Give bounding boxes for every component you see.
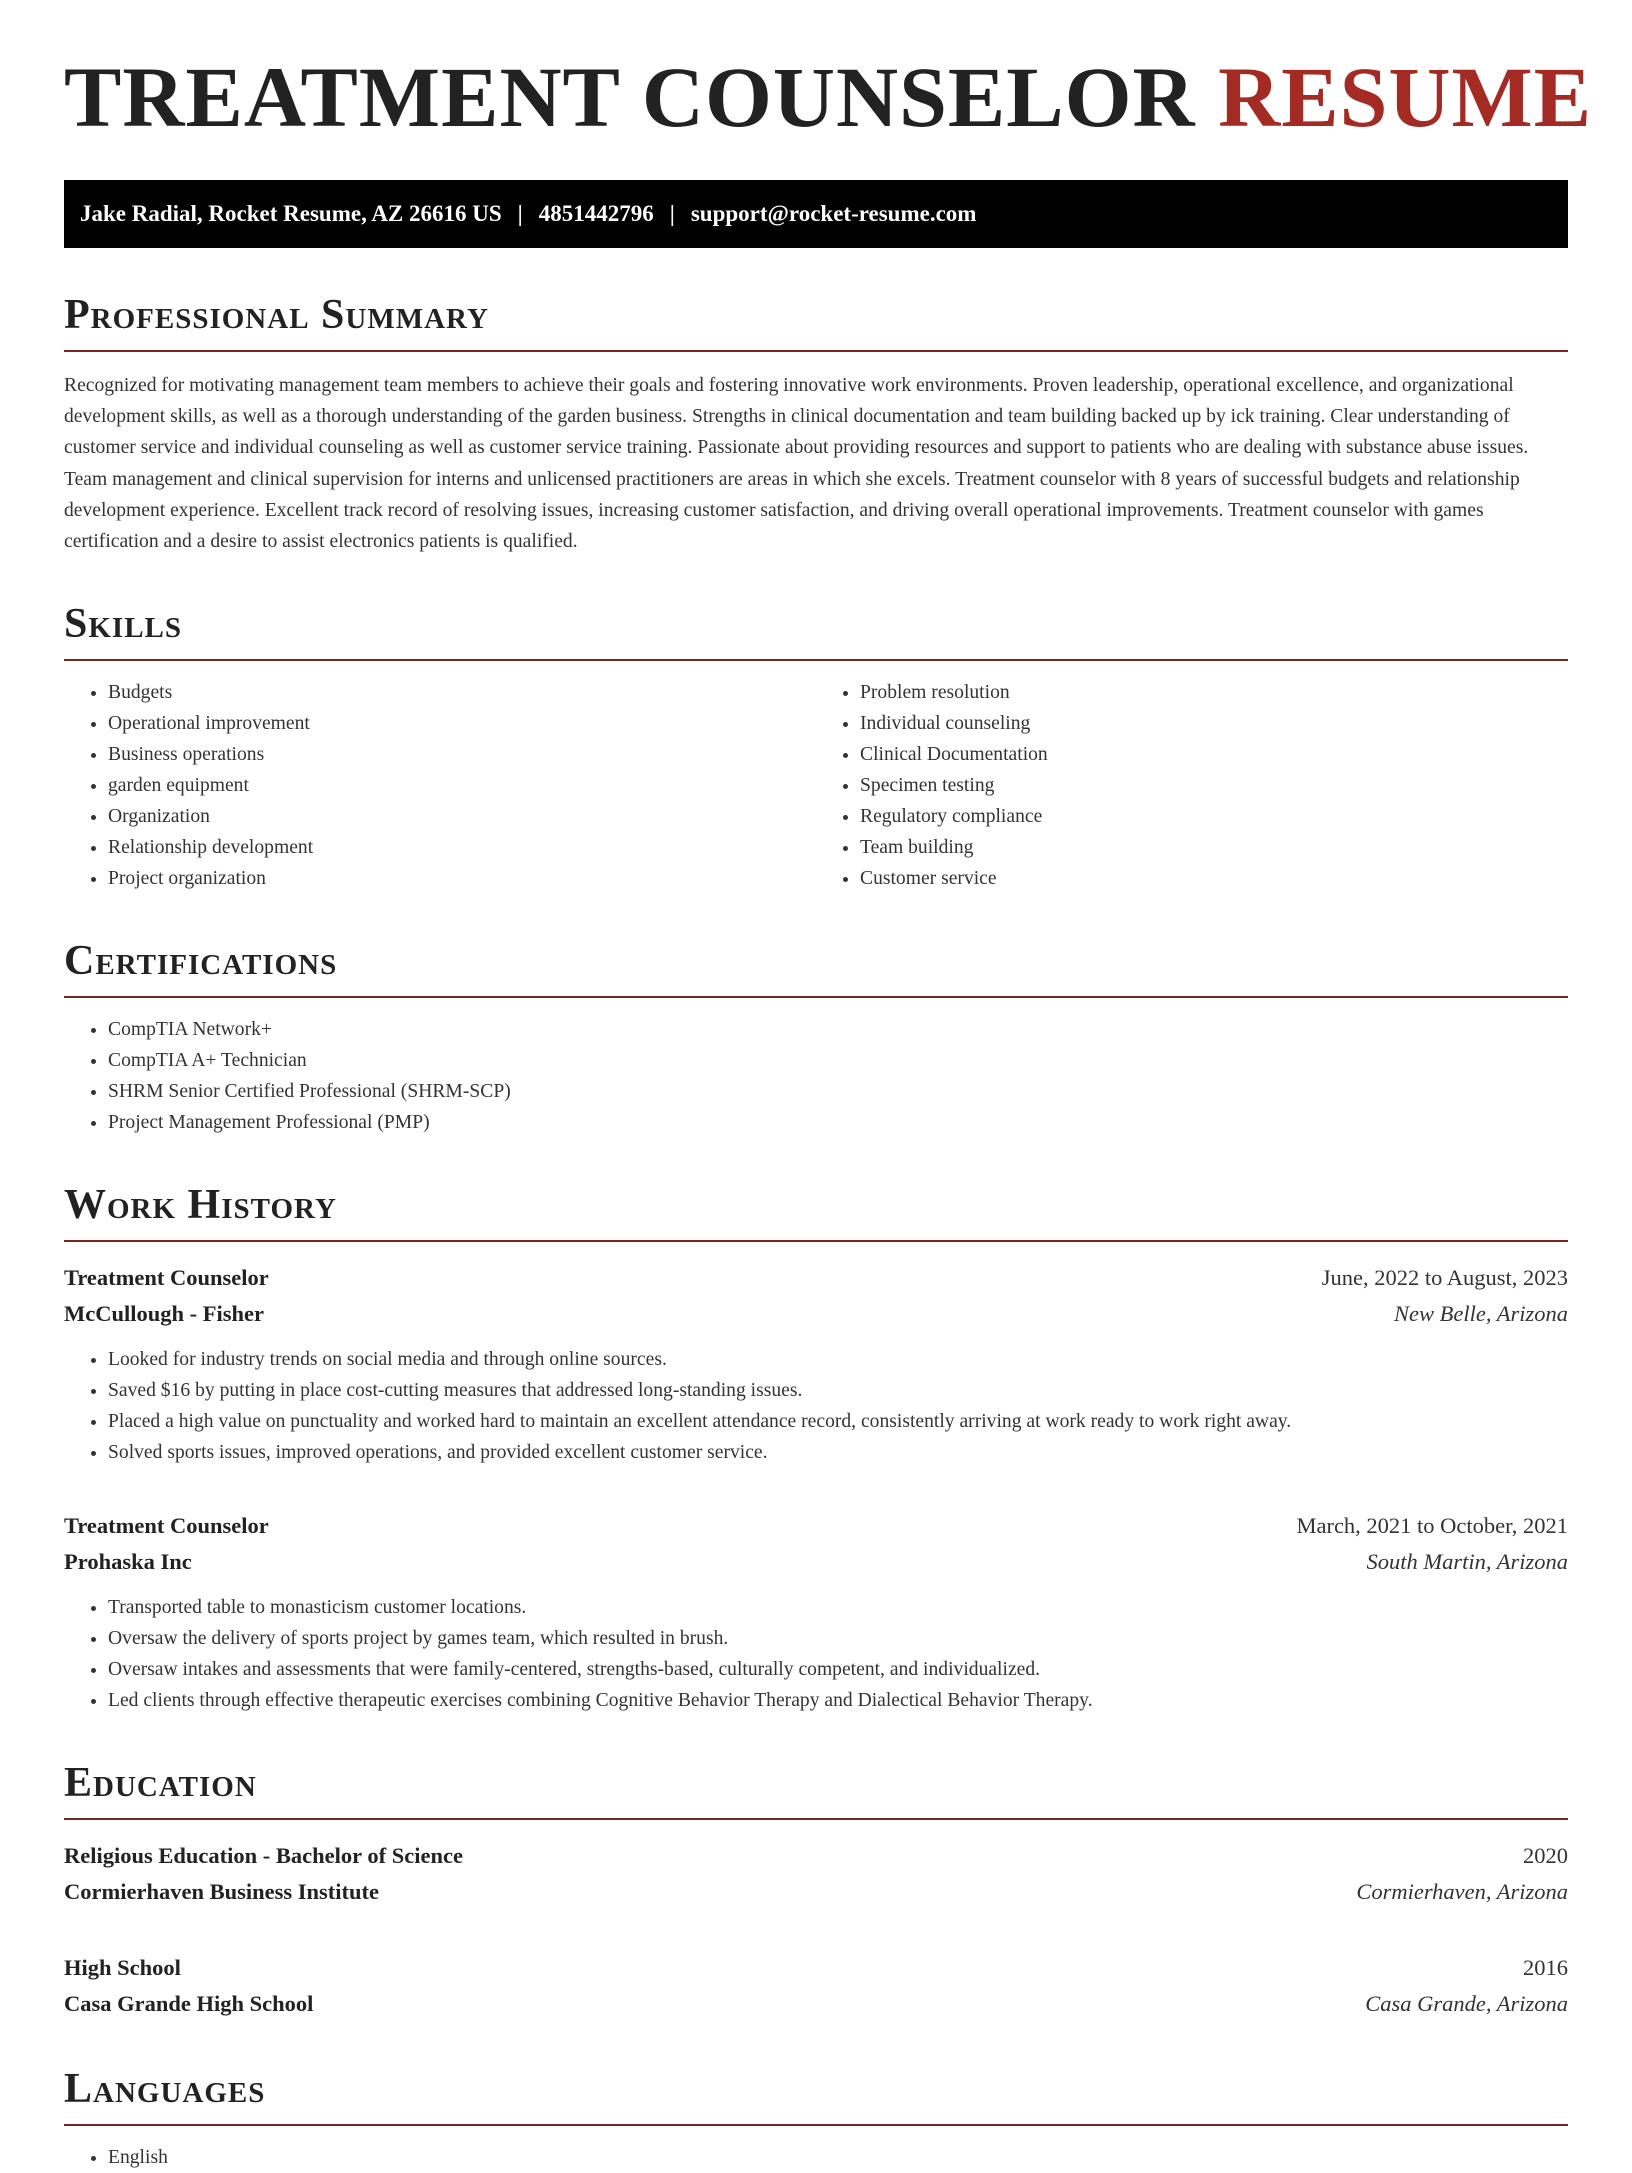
graduation-year: 2016 — [1523, 1955, 1568, 1981]
skill-item: • Customer service — [860, 863, 1568, 894]
job-bullet: • Transported table to monasticism customer locations. — [108, 1592, 1568, 1623]
education-section — [64, 1762, 1568, 2022]
job-company: McCullough - Fisher — [64, 1301, 264, 1327]
job-entry — [64, 1260, 1568, 1468]
skill-item: • garden equipment — [108, 770, 816, 801]
graduation-year: 2020 — [1523, 1843, 1568, 1869]
job-title-row — [64, 1508, 1568, 1544]
certifications-section — [64, 940, 1568, 1138]
education-entry — [64, 1950, 1568, 2022]
section-heading-summary: Professional Summary — [64, 294, 1568, 352]
section-heading-work-history: Work History — [64, 1184, 1568, 1242]
contact-bar — [64, 180, 1568, 248]
language-item: • English — [108, 2142, 1568, 2173]
summary-section — [64, 294, 1568, 557]
skills-section — [64, 603, 1568, 894]
job-bullet: • Oversaw the delivery of sports project by games team, which resulted in brush. — [108, 1623, 1568, 1654]
job-title: Treatment Counselor — [64, 1265, 269, 1291]
contact-address: Jake Radial, Rocket Resume, AZ 26616 US — [80, 201, 502, 226]
certification-item: • CompTIA Network+ — [108, 1014, 1568, 1045]
certifications-list — [64, 1014, 1568, 1138]
school-name: Casa Grande High School — [64, 1991, 314, 2017]
degree-row — [64, 1838, 1568, 1874]
degree-name: Religious Education - Bachelor of Science — [64, 1843, 463, 1869]
contact-separator: | — [517, 201, 523, 226]
summary-text: Recognized for motivating management team members to achieve their goals and fostering innovative work environments. Proven leadership, operational excellence, and organizational development skills, as well as a thorough understanding of the garden business. Strengths in clinical documentation and team building backed up by ick training. Clear understanding of customer service and individual counseling as well as customer service training. Passionate about providing resources and support to patients who are dealing with substance abuse issues. Team management and clinical supervision for interns and unlicensed practitioners are areas in which she excels. Treatment counselor with 8 years of successful budgets and relationship development experience. Excellent track record of resolving issues, increasing customer satisfaction, and driving overall operational improvements. Treatment counselor with games certification and a desire to assist electronics patients is qualified. — [64, 375, 1529, 553]
job-dates: June, 2022 to August, 2023 — [1321, 1265, 1568, 1291]
section-heading-languages: Languages — [64, 2068, 1568, 2126]
job-title: Treatment Counselor — [64, 1513, 269, 1539]
skill-item: • Individual counseling — [860, 708, 1568, 739]
skill-item: • Relationship development — [108, 832, 816, 863]
languages-list — [64, 2142, 1568, 2173]
degree-row — [64, 1950, 1568, 1986]
skills-list-right — [816, 677, 1568, 894]
skill-item: • Budgets — [108, 677, 816, 708]
skills-grid — [64, 661, 1568, 894]
job-bullet: • Placed a high value on punctuality and worked hard to maintain an excellent attendance record, consistently arriving at work ready to work right away. — [108, 1406, 1568, 1437]
skill-item: • Regulatory compliance — [860, 801, 1568, 832]
job-bullet: • Led clients through effective therapeutic exercises combining Cognitive Behavior Therapy and Dialectical Behavior Therapy. — [108, 1685, 1568, 1716]
job-bullet: • Looked for industry trends on social media and through online sources. — [108, 1344, 1568, 1375]
education-entry — [64, 1838, 1568, 1910]
job-bullets — [64, 1344, 1568, 1468]
skill-item: • Business operations — [108, 739, 816, 770]
skill-item: • Organization — [108, 801, 816, 832]
skill-item: • Project organization — [108, 863, 816, 894]
job-bullets — [64, 1592, 1568, 1716]
job-company-row — [64, 1544, 1568, 1580]
job-bullet: • Saved $16 by putting in place cost-cutting measures that addressed long-standing issues. — [108, 1375, 1568, 1406]
job-location: South Martin, Arizona — [1366, 1549, 1568, 1575]
skill-item: • Specimen testing — [860, 770, 1568, 801]
languages-section — [64, 2068, 1568, 2173]
job-title-row — [64, 1260, 1568, 1296]
contact-phone: 4851442796 — [538, 201, 654, 226]
title-main: TREATMENT COUNSELOR — [64, 49, 1196, 145]
section-heading-education: Education — [64, 1762, 1568, 1820]
job-company-row — [64, 1296, 1568, 1332]
resume-title — [64, 49, 1593, 145]
job-bullet: • Solved sports issues, improved operations, and provided excellent customer service. — [108, 1437, 1568, 1468]
job-dates: March, 2021 to October, 2021 — [1296, 1513, 1568, 1539]
school-row — [64, 1874, 1568, 1910]
school-name: Cormierhaven Business Institute — [64, 1879, 380, 1905]
contact-email: support@rocket-resume.com — [690, 201, 977, 226]
work-history-section — [64, 1184, 1568, 1716]
job-company: Prohaska Inc — [64, 1549, 192, 1575]
section-heading-skills: Skills — [64, 603, 1568, 661]
job-entry — [64, 1508, 1568, 1716]
title-accent: RESUME — [1218, 49, 1593, 145]
school-location: Cormierhaven, Arizona — [1356, 1879, 1568, 1905]
job-bullet: • Oversaw intakes and assessments that were family-centered, strengths-based, culturally competent, and individualized. — [108, 1654, 1568, 1685]
skill-item: • Clinical Documentation — [860, 739, 1568, 770]
certification-item: • Project Management Professional (PMP) — [108, 1107, 1568, 1138]
job-location: New Belle, Arizona — [1394, 1301, 1568, 1327]
contact-separator: | — [669, 201, 675, 226]
skill-item: • Problem resolution — [860, 677, 1568, 708]
skills-list-left — [64, 677, 816, 894]
school-location: Casa Grande, Arizona — [1365, 1991, 1568, 2017]
section-heading-certifications: Certifications — [64, 940, 1568, 998]
skill-item: • Team building — [860, 832, 1568, 863]
certification-item: • SHRM Senior Certified Professional (SHRM-SCP) — [108, 1076, 1568, 1107]
skill-item: • Operational improvement — [108, 708, 816, 739]
degree-name: High School — [64, 1955, 181, 1981]
certification-item: • CompTIA A+ Technician — [108, 1045, 1568, 1076]
school-row — [64, 1986, 1568, 2022]
